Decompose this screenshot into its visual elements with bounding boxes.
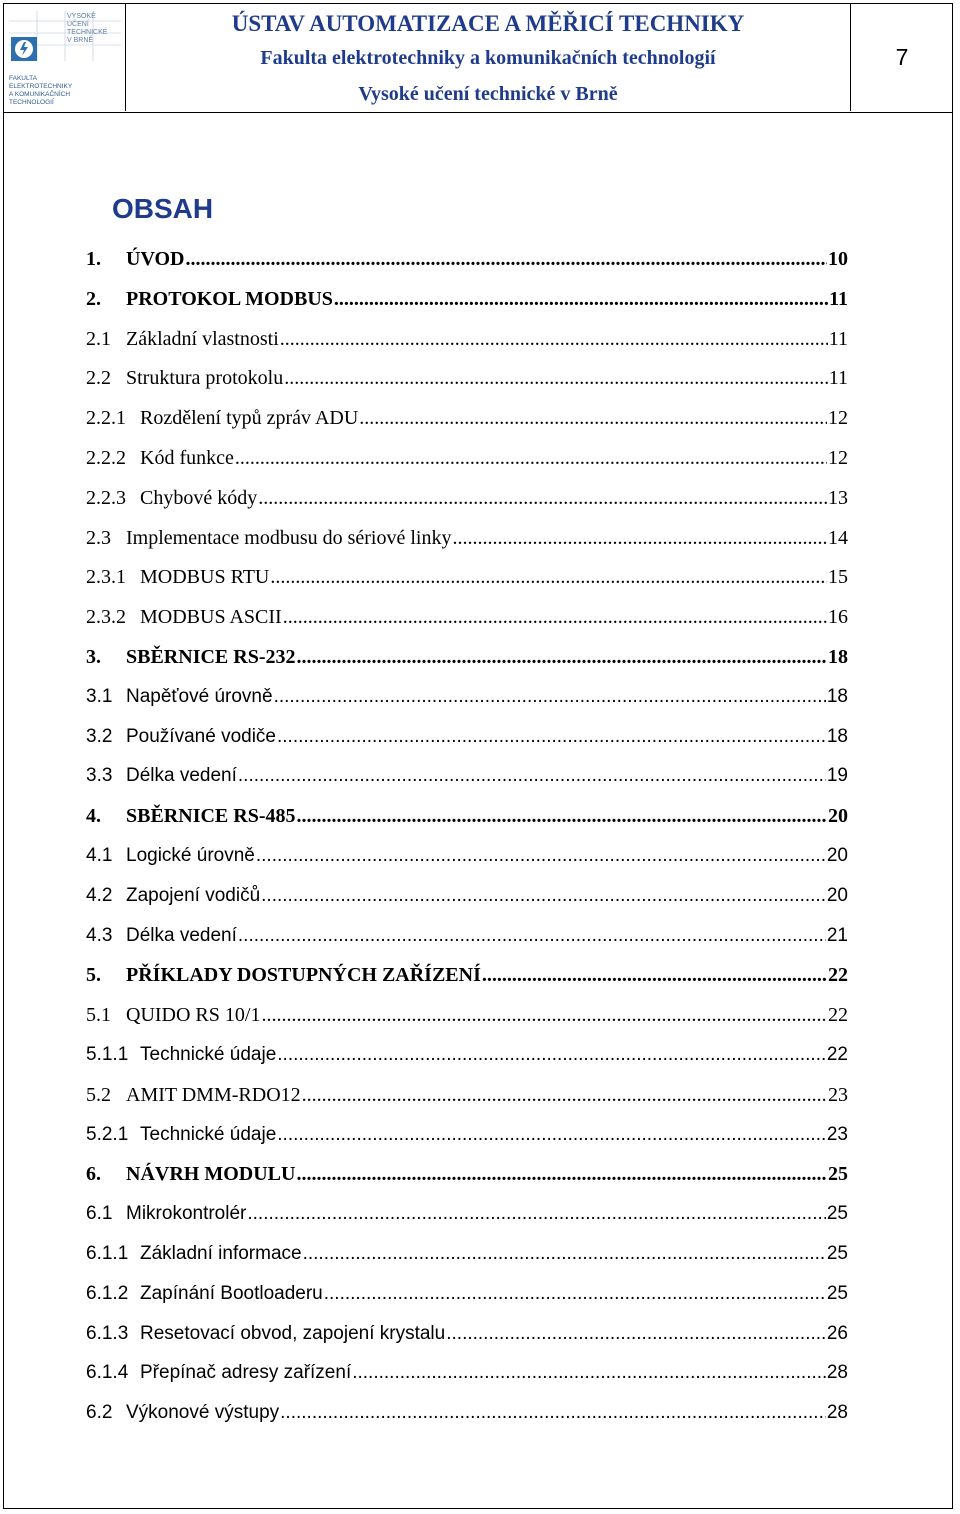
toc-entry[interactable] [86,1323,848,1363]
toc-entry-page: 10 [828,248,848,270]
toc-entry-number: 3.1 [86,685,113,707]
toc-entry-number: 4.2 [86,884,113,906]
toc-entry[interactable] [86,447,848,487]
toc-entry-title: Délka vedení [126,924,237,946]
toc-leader-dots [277,1044,826,1066]
toc-entry-number: 4. [86,805,101,828]
toc-entry-title: Přepínač adresy zařízení [140,1362,352,1384]
toc-entry[interactable] [86,527,848,567]
toc-entry-page: 11 [828,327,848,350]
toc-entry-page: 13 [828,486,848,509]
toc-entry[interactable] [86,726,848,766]
toc-leader-dots [256,845,826,867]
toc-entry-page: 18 [828,645,848,668]
toc-entry-page: 26 [826,1322,848,1344]
toc-entry-title: Struktura protokolu [126,367,284,390]
toc-entry-number: 2.2.1 [86,407,126,430]
toc-entry[interactable] [86,1402,848,1442]
page-header [3,3,953,113]
toc-entry[interactable] [86,328,848,368]
toc-entry-number: 2.1 [86,327,111,350]
toc-entry-page: 18 [826,725,848,747]
logo-line-3: TECHNICKÉ [67,29,108,36]
toc-leader-dots [324,1283,826,1305]
toc-entry[interactable] [86,964,848,1004]
toc-entry-page: 28 [826,1402,848,1424]
toc-entry[interactable] [86,367,848,407]
toc-leader-dots [452,527,827,550]
toc-entry-number: 3. [86,645,101,668]
toc-leader-dots [261,885,826,907]
toc-entry[interactable] [86,566,848,606]
toc-entry[interactable] [86,765,848,805]
toc-entry-title: Chybové kódy [140,486,258,509]
toc-entry-title: MODBUS ASCII [140,606,282,629]
toc-entry-number: 1. [86,248,101,270]
toc-entry[interactable] [86,407,848,447]
toc-entry-number: 2.2.3 [86,486,126,509]
toc-leader-dots [247,1203,825,1225]
toc-entry-page: 20 [826,844,848,866]
toc-entry-page: 25 [826,1203,848,1225]
toc-leader-dots [270,566,827,589]
toc-entry-page: 21 [826,924,848,946]
toc-entry-title: Zapínání Bootloaderu [140,1282,323,1304]
toc-leader-dots [334,288,828,311]
toc-entry-number: 5.2.1 [86,1123,129,1145]
logo-line-2: UČENÍ [67,21,89,28]
toc-entry-number: 5.2 [86,1083,111,1106]
toc-entry-page: 23 [826,1123,848,1145]
toc-entry-page: 20 [828,805,848,828]
toc-leader-dots [284,367,828,390]
toc-entry[interactable] [86,1203,848,1243]
toc-leader-dots [280,1402,826,1424]
toc-leader-dots [277,726,826,748]
toc-entry[interactable] [86,1243,848,1283]
toc-entry-title: Technické údaje [140,1043,277,1065]
toc-entry-title: Kód funkce [140,446,234,469]
toc-entry-page: 22 [828,964,848,987]
toc-entry-page: 16 [828,606,848,629]
toc-entry[interactable] [86,845,848,885]
faculty-name-logo [9,73,121,109]
logo-line-1: VYSOKÉ [67,13,96,20]
university-name: Vysoké učení technické v Brně [358,83,618,105]
toc-entry-number: 6.1.2 [86,1282,129,1304]
toc-entry-number: 2.3.1 [86,566,126,589]
toc-entry-page: 20 [826,884,848,906]
toc-leader-dots [303,1243,826,1265]
faculty-logo [3,3,126,111]
toc-entry[interactable] [86,885,848,925]
toc-entry[interactable] [86,1163,848,1203]
toc-entry-number: 6.1.1 [86,1242,129,1264]
toc-entry-title: NÁVRH MODULU [126,1163,296,1186]
toc-entry-page: 15 [828,566,848,589]
toc-entry-title: SBĚRNICE RS-232 [126,645,296,668]
toc-leader-dots [359,407,827,430]
faculty-line-3: A KOMUNIKAČNÍCH [9,91,71,98]
toc-entry-page: 28 [826,1362,848,1384]
header-title-block [126,3,851,111]
toc-entry-title: PŘÍKLADY DOSTUPNÝCH ZAŘÍZENÍ [126,964,481,987]
toc-entry-page: 12 [828,407,848,430]
toc-entry[interactable] [86,248,848,288]
toc-entry-page: 22 [826,1043,848,1065]
toc-entry-page: 22 [828,1004,848,1027]
toc-entry-title: Výkonové výstupy [126,1402,280,1424]
toc-entry-page: 12 [828,446,848,469]
toc-entry-page: 18 [826,685,848,707]
toc-entry-number: 6.1.3 [86,1322,129,1344]
toc-entry-title: MODBUS RTU [140,566,270,589]
page-number: 7 [895,44,909,70]
toc-entry-title: Mikrokontrolér [126,1203,247,1225]
toc-leader-dots [277,1124,826,1146]
toc-entry[interactable] [86,925,848,965]
toc-entry-number: 6.1 [86,1203,113,1225]
institute-name: ÚSTAV AUTOMATIZACE A MĚŘICÍ TECHNIKY [231,11,745,36]
toc-entry-title: Používané vodiče [126,725,276,747]
toc-entry-number: 3.3 [86,765,113,787]
toc-entry-title: AMIT DMM-RDO12 [126,1083,301,1106]
toc-entry[interactable] [86,1283,848,1323]
university-logo-icon [9,11,121,61]
toc-entry-title: Zapojení vodičů [126,884,261,906]
toc-entry-title: Technické údaje [140,1123,277,1145]
toc-entry-number: 5.1 [86,1004,111,1027]
toc-entry-number: 2.2 [86,367,111,390]
toc-entry-page: 11 [829,287,848,310]
toc-entry-number: 4.3 [86,924,113,946]
toc-leader-dots [238,765,826,787]
toc-entry[interactable] [86,1004,848,1044]
toc-entry-title: Implementace modbusu do sériové linky [126,526,452,549]
toc-entry-page: 11 [828,367,848,390]
toc-entry-title: Základní vlastnosti [126,327,279,350]
toc-entry-title: Délka vedení [126,765,237,787]
toc-entry-title: Napěťové úrovně [126,685,273,707]
toc-entry-number: 2.3 [86,526,111,549]
toc-leader-dots [280,328,828,351]
toc-entry-number: 2. [86,287,101,310]
faculty-line-2: ELEKTROTECHNIKY [9,83,73,90]
toc-entry-page: 25 [826,1282,848,1304]
table-of-contents [86,248,848,1442]
toc-leader-dots [302,1084,827,1107]
toc-entry[interactable] [86,1084,848,1124]
toc-leader-dots [258,487,827,510]
toc-entry[interactable] [86,288,848,328]
toc-entry-title: PROTOKOL MODBUS [126,287,333,310]
toc-entry-title: Základní informace [140,1242,302,1264]
toc-entry-page: 25 [828,1163,848,1186]
toc-leader-dots [274,686,826,708]
toc-entry-page: 25 [826,1242,848,1264]
toc-leader-dots [235,447,827,470]
toc-entry-title: Rozdělení typů zpráv ADU [140,407,359,430]
toc-entry-number: 6. [86,1163,101,1186]
toc-entry[interactable] [86,1044,848,1084]
toc-leader-dots [238,925,826,947]
toc-entry[interactable] [86,487,848,527]
toc-leader-dots [296,1163,827,1186]
toc-entry-title: ÚVOD [126,248,185,270]
toc-entry-title: QUIDO RS 10/1 [126,1004,261,1027]
toc-entry-title: SBĚRNICE RS-485 [126,805,296,828]
toc-entry[interactable] [86,1124,848,1164]
toc-entry[interactable] [86,805,848,845]
faculty-line-1: FAKULTA [9,75,37,82]
toc-entry-number: 5. [86,964,101,987]
toc-leader-dots [283,606,827,629]
toc-entry-number: 2.3.2 [86,606,126,629]
faculty-name: Fakulta elektrotechniky a komunikačních technologií [260,47,716,69]
logo-line-4: V BRNĚ [67,37,94,44]
toc-entry-page: 19 [826,765,848,787]
toc-leader-dots [482,964,827,987]
toc-entry-number: 5.1.1 [86,1043,129,1065]
toc-entry[interactable] [86,686,848,726]
toc-entry-number: 6.2 [86,1402,113,1424]
toc-entry-title: Resetovací obvod, zapojení krystalu [140,1322,446,1344]
toc-entry-number: 4.1 [86,844,113,866]
toc-entry-number: 3.2 [86,725,113,747]
toc-leader-dots [186,248,828,271]
toc-heading: OBSAH [112,193,214,224]
toc-entry-page: 14 [828,526,848,549]
toc-entry-title: Logické úrovně [126,844,255,866]
toc-entry-page: 23 [828,1083,848,1106]
toc-leader-dots [296,646,827,669]
toc-entry[interactable] [86,646,848,686]
toc-leader-dots [296,805,827,828]
toc-entry[interactable] [86,1362,848,1402]
toc-entry[interactable] [86,606,848,646]
faculty-line-4: TECHNOLOGIÍ [9,99,54,106]
toc-entry-number: 6.1.4 [86,1362,129,1384]
toc-leader-dots [261,1004,827,1027]
toc-leader-dots [352,1362,826,1384]
toc-entry-number: 2.2.2 [86,446,126,469]
toc-leader-dots [446,1323,826,1345]
